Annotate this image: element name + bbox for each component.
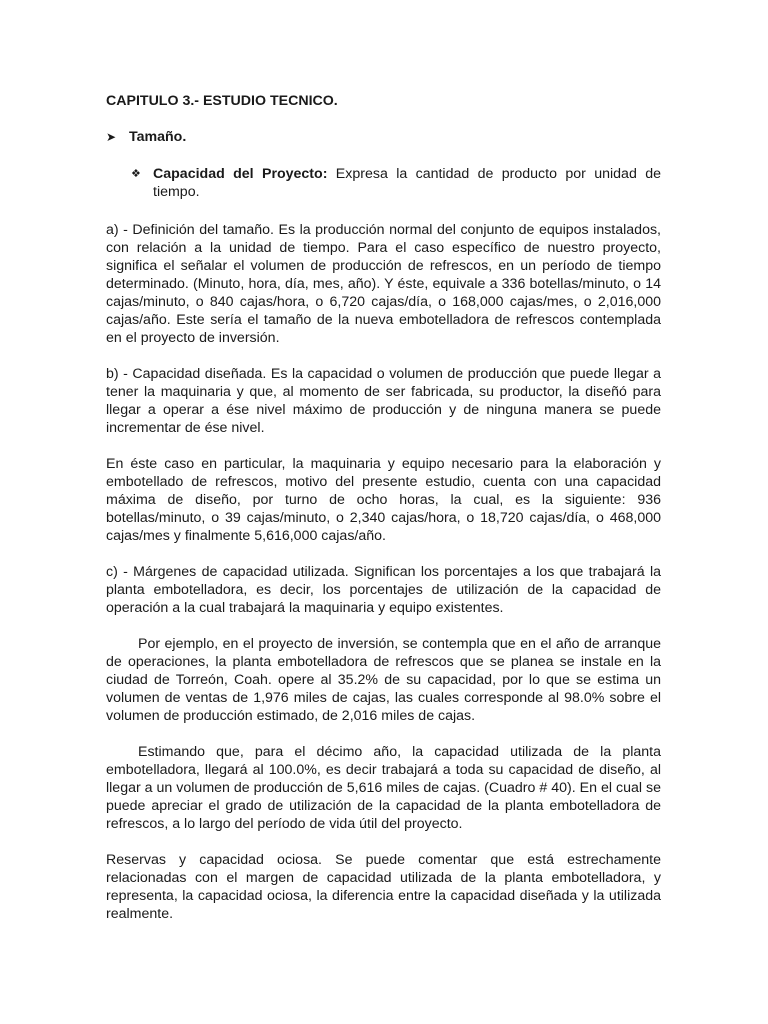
bullet-item bbox=[131, 165, 661, 201]
section-title: Tamaño. bbox=[129, 129, 187, 145]
arrow-right-icon: ➤ bbox=[106, 130, 117, 144]
diamond-bullet-icon: ❖ bbox=[131, 168, 141, 180]
document-body bbox=[106, 92, 661, 941]
paragraph-decimo-ano: Estimando que, para el décimo año, la capacidad utilizada de la planta embotelladora, llegará al 100.0%, es decir trabajará a toda su capacidad de diseño, al llegar a un volumen de producción de 5,616 miles de cajas. (Cuadro # 40). En el cual se puede apreciar el grado de utilización de la capacidad de la planta embotelladora de refrescos, a lo largo del período de vida útil del proyecto. bbox=[106, 744, 661, 832]
paragraph-capacidad-disenada: b) - Capacidad diseñada. Es la capacidad o volumen de producción que puede llegar a tener la maquinaria y que, al momento de ser fabricada, su productor, la diseñó para llegar a operar a ése nivel máximo de producción y de ninguna manera se puede incrementar de ése nivel. bbox=[106, 366, 661, 436]
paragraph-ejemplo: Por ejemplo, en el proyecto de inversión, se contempla que en el año de arranque de operaciones, la planta embotelladora de refrescos que se planea se instale en la ciudad de Torreón, Coah. opere al 35.2% de su capacidad, por lo que se estima un volumen de ventas de 1,976 miles de cajas, las cuales corresponde al 98.0% sobre el volumen de producción estimado, de 2,016 miles de cajas. bbox=[106, 636, 661, 724]
bullet-term: Capacidad del Proyecto: bbox=[153, 166, 328, 182]
bullet-description: Expresa la cantidad de producto por unidad de tiempo. bbox=[153, 166, 661, 200]
section-heading bbox=[106, 128, 661, 146]
bullet-text-block bbox=[153, 165, 661, 201]
chapter-title: CAPITULO 3.- ESTUDIO TECNICO. bbox=[106, 93, 338, 109]
paragraph-caso-particular: En éste caso en particular, la maquinaria y equipo necesario para la elaboración y embotellado de refrescos, motivo del presente estudio, cuenta con una capacidad máxima de diseño, por turno de ocho horas, la cual, es la siguiente: 936 botellas/minuto, o 39 cajas/minuto, o 2,340 cajas/hora, o 18,720 cajas/día, o 468,000 cajas/mes y finalmente 5,616,000 cajas/año. bbox=[106, 456, 661, 544]
paragraph-margenes-capacidad: c) - Márgenes de capacidad utilizada. Significan los porcentajes a los que trabajará la planta embotelladora, es decir, los porcentajes de utilización de la capacidad de operación a la cual trabajará la maquinaria y equipo existentes. bbox=[106, 564, 661, 616]
paragraph-definicion-tamano: a) - Definición del tamaño. Es la producción normal del conjunto de equipos instalados, con relación a la unidad de tiempo. Para el caso específico de nuestro proyecto, significa el señalar el volumen de producción de refrescos, en un período de tiempo determinado. (Minuto, hora, día, mes, año). Y éste, equivale a 336 botellas/minuto, o 14 cajas/minuto, o 840 cajas/hora, o 6,720 cajas/día, o 168,000 cajas/mes, o 2,016,000 cajas/año. Este sería el tamaño de la nueva embotelladora de refrescos contemplada en el proyecto de inversión. bbox=[106, 222, 661, 346]
paragraph-reservas-capacidad-ociosa: Reservas y capacidad ociosa. Se puede comentar que está estrechamente relacionadas con el margen de capacidad utilizada de la planta embotelladora, y representa, la capacidad ociosa, la diferencia entre la capacidad diseñada y la utilizada realmente. bbox=[106, 852, 661, 922]
